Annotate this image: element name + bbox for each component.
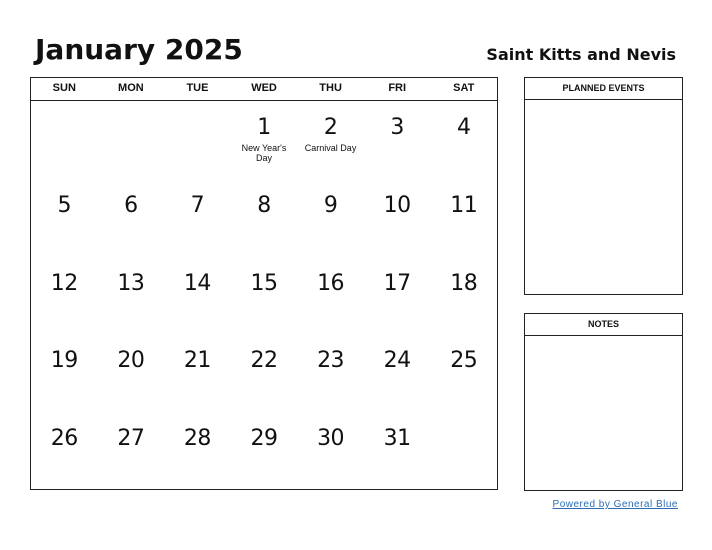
day-number: 11 bbox=[450, 192, 478, 218]
day-cell bbox=[231, 101, 298, 179]
day-number: 12 bbox=[50, 270, 78, 296]
weekday-sun: SUN bbox=[52, 82, 76, 94]
day-number: 26 bbox=[50, 426, 78, 452]
day-number: 18 bbox=[450, 270, 478, 296]
planned-events-title: PLANNED EVENTS bbox=[525, 78, 682, 100]
day-cell bbox=[364, 334, 431, 412]
day-number: 7 bbox=[190, 192, 205, 218]
day-cell bbox=[430, 101, 497, 179]
day-cell bbox=[164, 257, 231, 335]
day-cell bbox=[297, 412, 364, 490]
day-number: 29 bbox=[250, 426, 278, 452]
day-number: 15 bbox=[250, 270, 278, 296]
day-cell bbox=[364, 257, 431, 335]
day-number: 1 bbox=[257, 115, 271, 140]
day-cell bbox=[31, 334, 98, 412]
day-number: 10 bbox=[383, 192, 411, 218]
weekday-mon: MON bbox=[118, 82, 144, 94]
country-label: Saint Kitts and Nevis bbox=[486, 45, 676, 64]
weekday-tue: TUE bbox=[186, 82, 209, 94]
weekday-thu: THU bbox=[319, 82, 342, 94]
day-cell bbox=[164, 412, 231, 490]
day-cell bbox=[364, 412, 431, 490]
day-cell bbox=[297, 334, 364, 412]
day-number bbox=[98, 101, 165, 116]
holiday-label: Carnival Day bbox=[304, 143, 357, 153]
day-number: 9 bbox=[323, 192, 338, 218]
day-number: 3 bbox=[390, 115, 404, 140]
day-cell bbox=[98, 101, 165, 179]
weekday-wed: WED bbox=[251, 82, 277, 94]
planned-events-panel bbox=[524, 77, 683, 295]
day-number: 4 bbox=[456, 115, 471, 140]
day-number: 22 bbox=[250, 348, 278, 374]
calendar-grid bbox=[30, 77, 498, 490]
day-number bbox=[164, 101, 231, 116]
day-number: 2 bbox=[323, 115, 338, 140]
day-cell bbox=[31, 412, 98, 490]
day-number: 20 bbox=[117, 348, 145, 374]
day-cell bbox=[430, 257, 497, 335]
day-cell bbox=[31, 257, 98, 335]
day-cell bbox=[164, 179, 231, 257]
day-cell bbox=[364, 101, 431, 179]
day-cell bbox=[98, 412, 165, 490]
day-cell bbox=[98, 334, 165, 412]
page-title: January 2025 bbox=[35, 33, 243, 66]
notes-title: NOTES bbox=[525, 314, 682, 336]
day-number: 14 bbox=[183, 270, 211, 296]
holiday-label: New Year's Day bbox=[241, 143, 287, 163]
day-number: 19 bbox=[50, 348, 78, 374]
day-number: 23 bbox=[317, 348, 345, 374]
day-cell bbox=[430, 179, 497, 257]
day-number: 17 bbox=[383, 270, 411, 296]
day-cell bbox=[430, 412, 497, 490]
day-number: 5 bbox=[57, 192, 72, 218]
day-cell bbox=[231, 179, 298, 257]
day-cell bbox=[164, 334, 231, 412]
weekday-sat: SAT bbox=[453, 82, 475, 94]
day-number: 13 bbox=[117, 270, 145, 296]
weekday-fri: FRI bbox=[388, 82, 407, 94]
day-cell bbox=[31, 101, 98, 179]
day-cell bbox=[297, 101, 364, 179]
notes-panel bbox=[524, 313, 683, 491]
day-cell bbox=[231, 257, 298, 335]
day-number bbox=[430, 412, 497, 427]
day-cell bbox=[164, 101, 231, 179]
day-number: 6 bbox=[124, 192, 138, 218]
day-number: 31 bbox=[383, 426, 411, 452]
day-number: 8 bbox=[257, 192, 271, 218]
day-number: 21 bbox=[183, 348, 211, 374]
day-cell bbox=[297, 179, 364, 257]
day-cell bbox=[98, 179, 165, 257]
day-cell bbox=[430, 334, 497, 412]
day-number: 27 bbox=[117, 426, 145, 452]
day-cell bbox=[231, 412, 298, 490]
day-number: 24 bbox=[383, 348, 411, 374]
day-cell bbox=[98, 257, 165, 335]
powered-by-link[interactable]: Powered by General Blue bbox=[552, 499, 678, 510]
day-number: 16 bbox=[317, 270, 345, 296]
day-cell bbox=[31, 179, 98, 257]
day-cell bbox=[364, 179, 431, 257]
weekday-header bbox=[31, 78, 497, 101]
day-number: 28 bbox=[183, 426, 211, 452]
day-number: 30 bbox=[317, 426, 345, 452]
day-number: 25 bbox=[450, 348, 478, 374]
day-cells bbox=[31, 101, 497, 490]
day-cell bbox=[231, 334, 298, 412]
day-cell bbox=[297, 257, 364, 335]
day-number bbox=[31, 101, 98, 116]
